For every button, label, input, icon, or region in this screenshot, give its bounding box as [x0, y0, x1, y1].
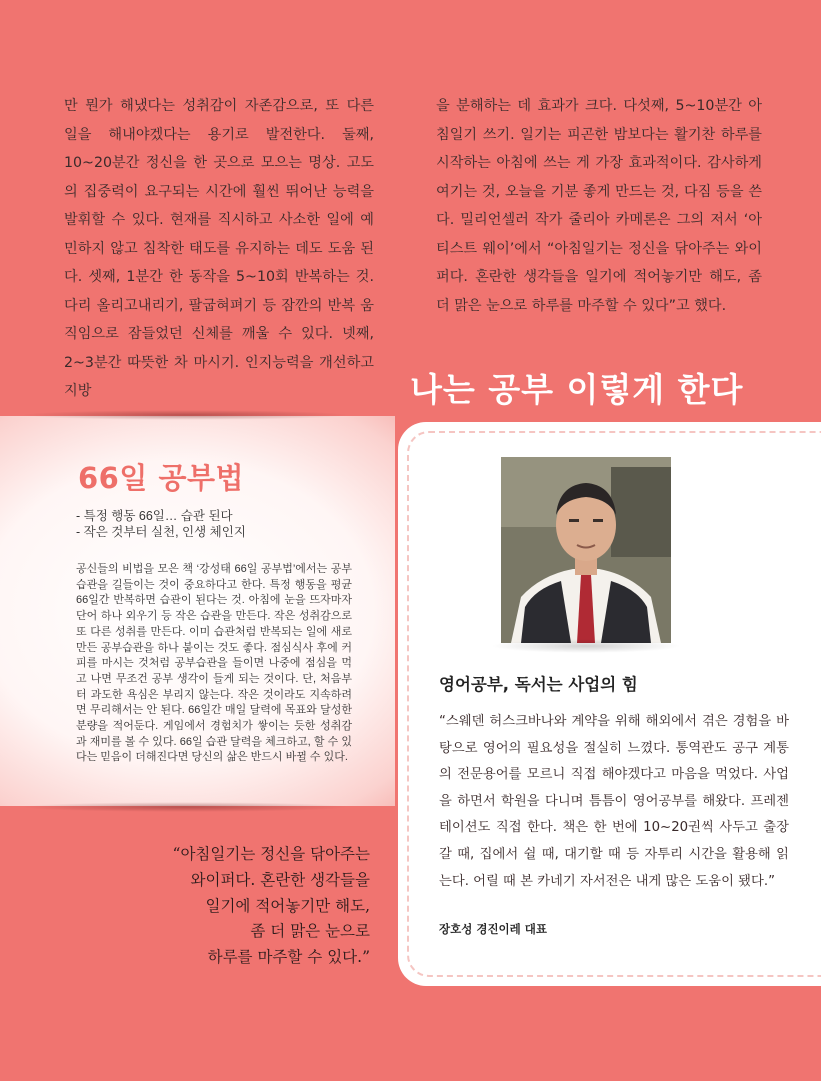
- article-column-left: [64, 92, 374, 406]
- sidebar-subtitle-1: - 특정 행동 66일… 습관 된다: [76, 509, 233, 523]
- interview-byline: 장호성 경진이레 대표: [439, 922, 547, 936]
- pull-quote-line-1: “아침일기는 정신을 닦아주는: [172, 845, 370, 863]
- interview-card: [398, 422, 821, 986]
- article-paragraph-left: 만 뭔가 해냈다는 성취감이 자존감으로, 또 다른 일을 해내야겠다는 용기로 발전한다. 둘째, 10~20분간 정신을 한 곳으로 모으는 명상. 고도의 집중력이 요구되는 시간에 훨씬 뛰어난 능력을 발휘할 수 있다. 현재를 직시하고 사소한 일에 예민하지 않고 침착한 태도를 유지하는 데도 도움 된다. 셋째, 1분간 한 동작을 5~10회 반복하는 것. 다리 올리고내리기, 팔굽혀펴기 등 잠깐의 반복 움직임으로 잠들었던 신체를 깨울 수 있다. 넷째, 2~3분간 따뜻한 차 마시기. 인지능력을 개선하고 지방: [64, 98, 374, 399]
- interview-body: [439, 709, 789, 895]
- sidebar-subtitles: [76, 508, 246, 540]
- pull-quote-line-3: 일기에 적어놓기만 해도,: [205, 896, 370, 915]
- study-method-sidebar: [0, 416, 395, 806]
- sidebar-body: 공신들의 비법을 모은 책 ‘강성태 66일 공부법’에서는 공부 습관을 길들이는 것이 중요하다고 한다. 특정 행동을 평균 66일간 반복하면 습관이 된다는 것. 아침에 눈을 뜨자마자 단어 하나 외우기 등 작은 습관을 만든다. 작은 성취감으로 또 다른 성취를 만든다. 이미 습관처럼 반복되는 일에 새로 만든 공부습관을 하나 붙이는 것도 좋다. 점심식사 후에 커피를 마시는 것처럼 공부습관을 들이면 나중에 점심을 먹고 나면 무조건 공부 생각이 들게 되는 것이다. 단, 처음부터 과도한 욕심은 부리지 않는다. 작은 것이라도 지속하려면 무리해서는 안 된다. 66일간 매일 달력에 목표와 달성한 분량을 적어둔다. 게임에서 경험치가 쌓이는 듯한 성취감과 재미를 볼 수 있다. 66일 습관 달력을 체크하고, 할 수 있다는 믿음이 더해진다면 당신의 삶은 반드시 바뀔 수 있다.: [76, 563, 352, 764]
- interviewee-photo: [501, 457, 671, 643]
- interview-title: 영어공부, 독서는 사업의 힘: [439, 675, 638, 694]
- article-paragraph-right: 을 분해하는 데 효과가 크다. 다섯째, 5~10분간 아침일기 쓰기. 일기는 피곤한 밤보다는 활기찬 하루를 시작하는 아침에 쓰는 게 가장 효과적이다. 감사하게 여기는 것, 오늘을 기분 좋게 만드는 것, 다짐 등을 쓴다. 밀리언셀러 작가 줄리아 카메론은 그의 저서 ‘아티스트 웨이’에서 “아침일기는 정신을 닦아주는 와이퍼다. 혼란한 생각들을 일기에 적어놓기만 해도, 좀 더 맑은 눈으로 하루를 마주할 수 있다”고 했다.: [436, 98, 762, 314]
- pull-quote-line-5: 하루를 마주할 수 있다.”: [207, 948, 370, 967]
- section-title: 나는 공부 이렇게 한다: [410, 370, 744, 409]
- pull-quote-line-4: 좀 더 맑은 눈으로: [250, 922, 370, 941]
- interview-quote: “스웨덴 허스크바나와 계약을 위해 해외에서 겪은 경험을 바탕으로 영어의 필요성을 절실히 느꼈다. 통역관도 공구 계통의 전문용어를 모르니 직접 해야겠다고 마음을 먹었다. 사업을 하면서 학원을 다니며 틈틈이 영어공부를 해왔다. 프레젠테이션도 직접 한다. 책은 한 번에 10~20권씩 사두고 출장 갈 때, 집에서 쉴 때, 대기할 때 등 자투리 시간을 활용해 읽는다. 어릴 때 본 카네기 자서전은 내게 많은 도움이 됐다.”: [439, 714, 789, 889]
- sidebar-subtitle-2: - 작은 것부터 실천, 인생 체인지: [76, 525, 246, 539]
- article-column-right: [436, 92, 762, 320]
- sidebar-shadow-top: [20, 410, 350, 420]
- sidebar-shadow-bottom: [20, 802, 350, 812]
- sidebar-title: 66일 공부법: [78, 461, 245, 495]
- pull-quote-line-2: 와이퍼다. 혼란한 생각들을: [190, 870, 370, 889]
- pull-quote: [70, 842, 370, 971]
- portrait-illustration: [501, 457, 671, 643]
- photo-shadow: [491, 639, 681, 653]
